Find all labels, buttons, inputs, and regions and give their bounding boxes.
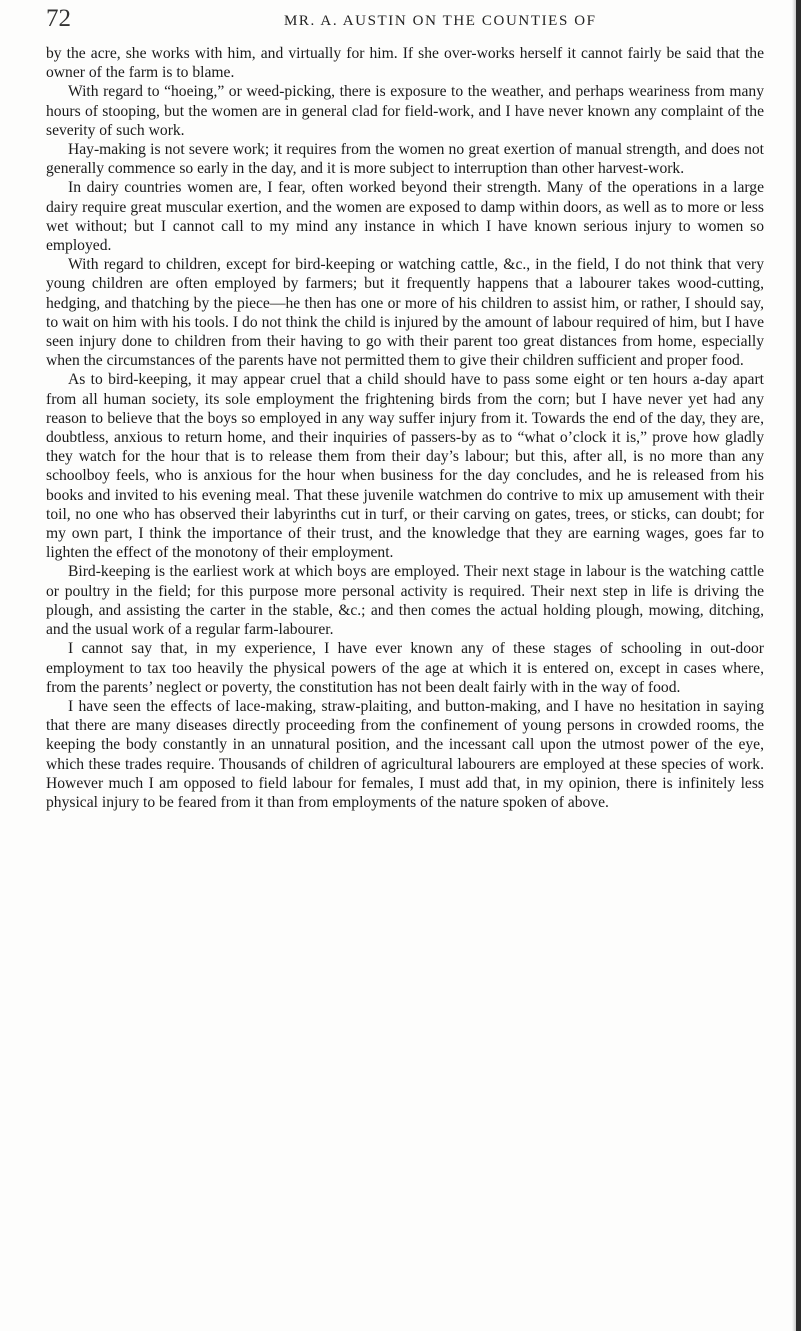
page-header xyxy=(46,4,786,38)
paragraph-schooling: I cannot say that, in my experience, I have ever known any of these stages of schooling in out-door employment to tax too heavily the physical powers of the age at which it is entered on, except in cases where, from the parents’ neglect or poverty, the constitution has not been dealt fairly with in the way of food. xyxy=(46,640,764,696)
paragraph-lace-making: I have seen the effects of lace-making, straw-plaiting, and button-making, and I have no hesitation in saying that there are many diseases directly proceeding from the confinement of young persons in crowded rooms, the keeping the body constantly in an unnatural position, and the incessant call upon the utmost power of the eye, which these trades require. Thousands of children of agricultural labourers are employed at these species of work. However much I am opposed to field labour for females, I must add that, in my opinion, there is infinitely less physical injury to be feared from it than from employments of the nature spoken of above. xyxy=(46,697,764,811)
paragraph-children: With regard to children, except for bird-keeping or watching cattle, &c., in the field, I do not think that very young children are often employed by farmers; but it frequently happens that a labourer takes wood-cutting, hedging, and thatching by the piece—he then has one or more of his children to assist him, or rather, I should say, to wait on him with his tools. I do not think the child is injured by the amount of labour required of him, but I have seen injury done to children from their having to go with their parent too great distances from home, especially when the circumstances of the parents have not permitted them to give their children sufficient and proper food. xyxy=(46,256,764,370)
paragraph-labour-stages: Bird-keeping is the earliest work at which boys are employed. Their next stage in labour is the watching cattle or poultry in the field; for this purpose more personal activity is required. Their next step in life is driving the plough, and assisting the carter in the stable, &c.; and then comes the actual holding plough, mowing, ditching, and the usual work of a regular farm-labourer. xyxy=(46,563,764,639)
body-text xyxy=(46,44,764,812)
paragraph-hay-making: Hay-making is not severe work; it requires from the women no great exertion of manual strength, and does not generally commence so early in the day, and it is more subject to interruption than other harvest-work. xyxy=(46,141,764,178)
page-number: 72 xyxy=(46,5,71,32)
paragraph-piece-work: by the acre, she works with him, and virtually for him. If she over-works herself it cannot fairly be said that the owner of the farm is to blame. xyxy=(46,45,764,82)
paragraph-hoeing: With regard to “hoeing,” or weed-picking, there is exposure to the weather, and perhaps weariness from many hours of stooping, but the women are in general clad for field-work, and I have never known any complaint of the severity of such work. xyxy=(46,83,764,139)
paragraph-dairy: In dairy countries women are, I fear, often worked beyond their strength. Many of the operations in a large dairy require great muscular exertion, and the women are exposed to damp within doors, as well as to more or less wet without; but I cannot call to my mind any instance in which I have known serious injury to women so employed. xyxy=(46,179,764,255)
paragraph-bird-keeping: As to bird-keeping, it may appear cruel that a child should have to pass some eight or ten hours a-day apart from all human society, its sole employment the frightening birds from the corn; but I have never yet had any reason to believe that the boys so employed in any way suffer injury from it. Towards the end of the day, they are, doubtless, anxious to return home, and their inquiries of passers-by as to “what o’clock it is,” prove how gladly they watch for the hour that is to release them from their day’s labour; but this, after all, is no more than any schoolboy feels, who is anxious for the hour when business for the day concludes, and he is released from his books and invited to his evening meal. That these juvenile watchmen do contrive to mix up amusement with their toil, no one who has observed their labyrinths cut in turf, or their carving on gates, trees, or sticks, can doubt; for my own part, I think the importance of their trust, and the knowledge that they are earning wages, goes far to lighten the effect of the monotony of their employment. xyxy=(46,371,764,562)
running-head: MR. A. AUSTIN ON THE COUNTIES OF xyxy=(284,13,597,29)
page-edge xyxy=(796,0,801,1331)
